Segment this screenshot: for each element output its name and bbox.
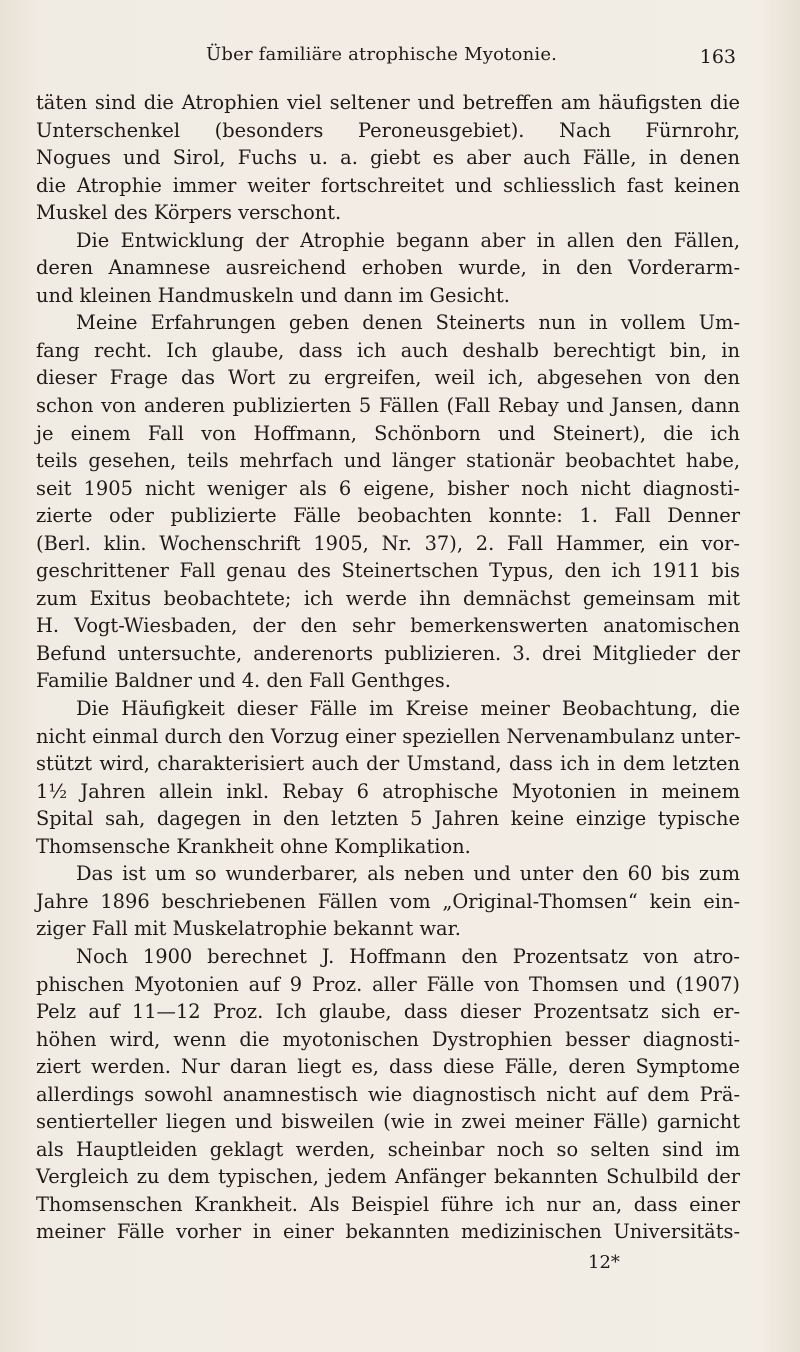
text-line: sentierteller liegen und bisweilen (wie in zwei meiner Fälle) garnicht xyxy=(36,1110,740,1134)
text-line: ziger Fall mit Muskelatrophie bekannt war. xyxy=(36,917,461,941)
text-line: Pelz auf 11—12 Proz. Ich glaube, dass dieser Prozentsatz sich er- xyxy=(36,1000,740,1024)
text-line: Die Entwicklung der Atrophie begann aber in allen den Fällen, xyxy=(76,228,740,252)
text-line: höhen wird, wenn die myotonischen Dystrophien besser diagnosti- xyxy=(36,1027,740,1051)
text-line: stützt wird, charakterisiert auch der Umstand, dass ich in dem letzten xyxy=(36,752,740,776)
text-line: (Berl. klin. Wochenschrift 1905, Nr. 37), 2. Fall Hammer, ein vor- xyxy=(36,531,740,555)
text-line: Die Häufigkeit dieser Fälle im Kreise meiner Beobachtung, die xyxy=(76,697,740,721)
text-line: geschrittener Fall genau des Steinertschen Typus, den ich 1911 bis xyxy=(36,559,740,583)
text-line: Befund untersuchte, anderenorts publizieren. 3. drei Mitglieder der xyxy=(36,641,740,665)
text-line: phischen Myotonien auf 9 Proz. aller Fälle von Thomsen und (1907) xyxy=(36,972,740,996)
text-line: Noch 1900 berechnet J. Hoffmann den Prozentsatz von atro- xyxy=(76,944,740,968)
signature-mark: 12* xyxy=(588,1252,620,1273)
text-line: Nogues und Sirol, Fuchs u. a. giebt es aber auch Fälle, in denen xyxy=(36,146,740,170)
text-line: zum Exitus beobachtete; ich werde ihn demnächst gemeinsam mit xyxy=(36,586,740,610)
text-line: Spital sah, dagegen in den letzten 5 Jahren keine einzige typische xyxy=(36,807,740,831)
text-line: je einem Fall von Hoffmann, Schönborn und Steinert), die ich xyxy=(36,421,740,445)
text-line: deren Anamnese ausreichend erhoben wurde, in den Vorderarm- xyxy=(36,256,740,280)
text-line: teils gesehen, teils mehrfach und länger stationär beobachtet habe, xyxy=(36,449,740,473)
text-line: seit 1905 nicht weniger als 6 eigene, bisher noch nicht diagnosti- xyxy=(36,476,740,500)
text-line: und kleinen Handmuskeln und dann im Gesicht. xyxy=(36,283,510,307)
text-line: als Hauptleiden geklagt werden, scheinbar noch so selten sind im xyxy=(36,1137,740,1161)
text-line: ziert werden. Nur daran liegt es, dass diese Fälle, deren Symptome xyxy=(36,1055,740,1079)
text-line: Vergleich zu dem typischen, jedem Anfänger bekannten Schulbild der xyxy=(36,1165,740,1189)
text-line: allerdings sowohl anamnestisch wie diagnostisch nicht auf dem Prä- xyxy=(36,1082,740,1106)
text-line: dieser Frage das Wort zu ergreifen, weil ich, abgesehen von den xyxy=(36,366,740,390)
text-line: Meine Erfahrungen geben denen Steinerts nun in vollem Um- xyxy=(76,311,740,335)
text-line: fang recht. Ich glaube, dass ich auch deshalb berechtigt bin, in xyxy=(36,338,740,362)
running-title: Über familiäre atrophische Myotonie. xyxy=(206,44,558,65)
page-number: 163 xyxy=(699,46,736,68)
text-line: meiner Fälle vorher in einer bekannten medizinischen Universitäts- xyxy=(36,1220,740,1244)
text-line: Familie Baldner und 4. den Fall Genthges. xyxy=(36,669,451,693)
text-line: Das ist um so wunderbarer, als neben und unter den 60 bis zum xyxy=(76,862,740,886)
text-line: die Atrophie immer weiter fortschreitet und schliesslich fast keinen xyxy=(36,173,740,197)
text-line: täten sind die Atrophien viel seltener und betreffen am häufigsten die xyxy=(36,91,740,114)
text-line: schon von anderen publizierten 5 Fällen (Fall Rebay und Jansen, dann xyxy=(36,394,740,418)
running-head xyxy=(38,44,742,74)
text-line: Thomsenschen Krankheit. Als Beispiel führe ich nur an, dass einer xyxy=(36,1192,740,1216)
text-line: Unterschenkel (besonders Peroneusgebiet). Nach Fürnrohr, xyxy=(36,118,740,142)
text-line: zierte oder publizierte Fälle beobachten konnte: 1. Fall Denner xyxy=(36,504,740,528)
body-text xyxy=(36,89,740,1246)
text-line: nicht einmal durch den Vorzug einer speziellen Nervenambulanz unter- xyxy=(36,724,741,748)
text-line: Jahre 1896 beschriebenen Fällen vom „Original-Thomsen“ kein ein- xyxy=(36,889,740,913)
text-line: H. Vogt-Wiesbaden, der den sehr bemerkenswerten anatomischen xyxy=(36,614,740,638)
text-line: Thomsensche Krankheit ohne Komplikation. xyxy=(36,834,471,858)
text-line: Muskel des Körpers verschont. xyxy=(36,201,342,225)
text-line: 1½ Jahren allein inkl. Rebay 6 atrophische Myotonien in meinem xyxy=(36,779,740,803)
